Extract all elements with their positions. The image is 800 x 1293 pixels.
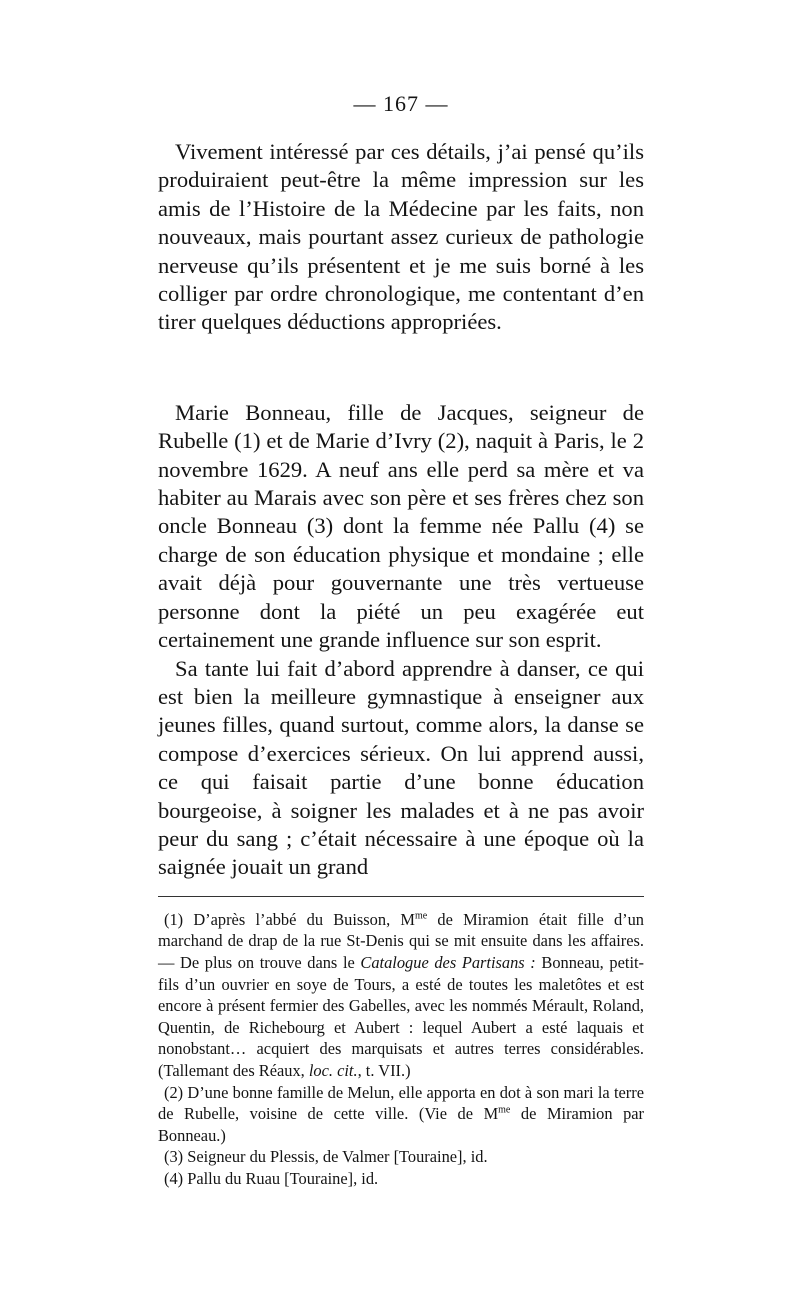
- footnote-1-text-a: (1) D’après l’abbé du Buisson, M: [164, 909, 415, 929]
- footnote-1-text-d: , t. VII.): [357, 1060, 411, 1080]
- footnote-3: (3) Seigneur du Plessis, de Valmer [Touraine], id.: [164, 1147, 488, 1167]
- footnote-4: (4) Pallu du Ruau [Touraine], id.: [164, 1168, 379, 1188]
- footnote-1-loc-cit: loc. cit.: [308, 1060, 358, 1080]
- page-number: — 167 —: [353, 91, 449, 116]
- main-text: [158, 138, 644, 882]
- footnote-2-text-a: (2) D’une bonne famille de Melun, elle apporta en dot à son mari la terre de Rubelle, voisine de cette ville. (Vie de M: [158, 1082, 644, 1124]
- paragraph-1: Vivement intéressé par ces détails, j’ai pensé qu’ils produiraient peut-être la même impression sur les amis de l’Histoire de la Médecine par les faits, non nouveaux, mais pourtant assez curieux de pathologie nerveuse qu’ils présentent et je me suis borné à les colliger par ordre chronologique, me contentant d’en tirer quelques déductions appropriées.: [158, 139, 644, 335]
- footnote-2-sup: me: [498, 1104, 511, 1116]
- footnote-2: [158, 1082, 644, 1147]
- footnote-2-text-b: de Miramion par Bonneau.): [158, 1104, 644, 1145]
- paragraph-2: Marie Bonneau, fille de Jacques, seigneur de Rubelle (1) et de Marie d’Ivry (2), naquit à Paris, le 2 novembre 1629. A neuf ans elle perd sa mère et va habiter au Marais avec son père et ses frères chez son oncle Bonneau (3) dont la femme née Pallu (4) se charge de son éducation physique et mondaine ; elle avait déjà pour gouvernante une très vertueuse personne dont la piété un peu exagérée eut certainement une grande influence sur son esprit.: [158, 399, 644, 653]
- footnote-1-title: Catalogue des Partisans :: [360, 952, 536, 972]
- footnotes: [158, 909, 644, 1190]
- footnote-separator: [158, 896, 644, 897]
- paragraph-3: Sa tante lui fait d’abord apprendre à danser, ce qui est bien la meilleure gymnastique à enseigner aux jeunes filles, quand surtout, comme alors, la danse se compose d’exercices sérieux. On lui apprend aussi, ce qui faisait partie d’une bonne éducation bourgeoise, à soigner les malades et à ne pas avoir peur du sang ; c’était nécessaire à une époque où la saignée jouait un grand: [158, 655, 644, 880]
- book-page: [158, 90, 644, 1189]
- footnote-1-text-b: de Miramion était fille d’un marchand de drap de la rue St-Denis qui se mit ensuite dans les affaires. — De plus on trouve dans le: [158, 909, 644, 972]
- footnote-1: [158, 909, 644, 1082]
- footnote-1-sup: me: [414, 910, 428, 922]
- footnote-1-text-c: Bonneau, petit-fils d’un ouvrier en soye de Tours, a esté de toutes les maletôtes et est encore à présent fermier des Gabelles, avec les nommés Mérault, Roland, Quentin, de Richebourg et Aubert : lequel Aubert a esté laquais et nonobstant… acquiert des marquisats et autres terres considérables. (Tallemant des Réaux,: [158, 952, 645, 1080]
